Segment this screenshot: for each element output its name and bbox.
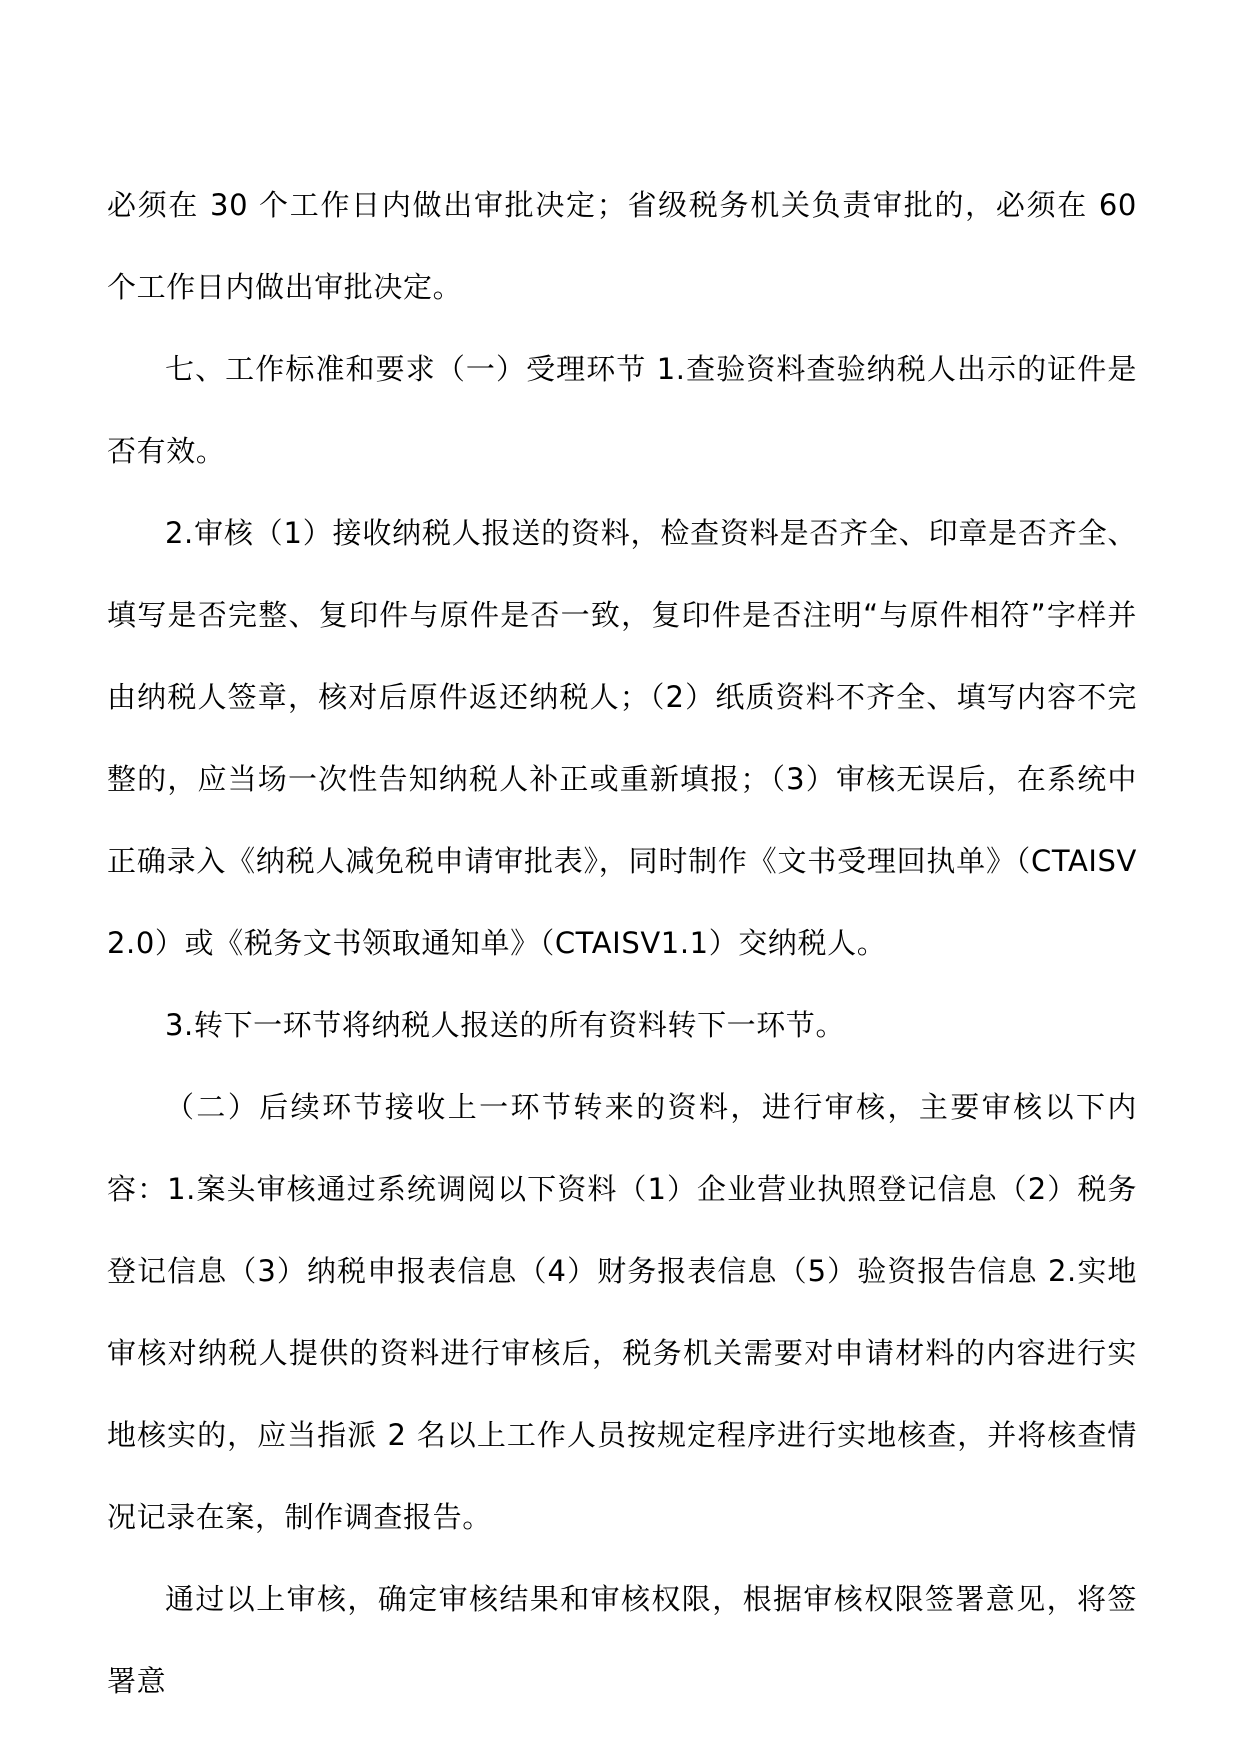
document-body	[107, 164, 1137, 1722]
paragraph-review-result: 通过以上审核，确定审核结果和审核权限，根据审核权限签署意见，将签署意	[107, 1582, 1137, 1698]
paragraph-work-standards: 七、工作标准和要求（一）受理环节 1.查验资料查验纳税人出示的证件是否有效。	[107, 352, 1137, 468]
paragraph-forward-next-step: 3.转下一环节将纳税人报送的所有资料转下一环节。	[165, 1008, 846, 1042]
paragraph-review-steps: 2.审核（1）接收纳税人报送的资料，检查资料是否齐全、印章是否齐全、填写是否完整、复印件与原件是否一致，复印件是否注明“与原件相符”字样并由纳税人签章，核对后原件返还纳税人；（2）纸质资料不齐全、填写内容不完整的，应当场一次性告知纳税人补正或重新填报；（3）审核无误后，在系统中正确录入《纳税人减免税申请审批表》，同时制作《文书受理回执单》（CTAISV2.0）或《税务文书领取通知单》（CTAISV1.1）交纳税人。	[107, 516, 1137, 960]
paragraph-approval-deadline: 必须在 30 个工作日内做出审批决定；省级税务机关负责审批的，必须在 60 个工作日内做出审批决定。	[107, 188, 1137, 304]
paragraph-subsequent-review: （二）后续环节接收上一环节转来的资料，进行审核，主要审核以下内容：1.案头审核通过系统调阅以下资料（1）企业营业执照登记信息（2）税务登记信息（3）纳税申报表信息（4）财务报表信息（5）验资报告信息 2.实地审核对纳税人提供的资料进行审核后，税务机关需要对申请材料的内容进行实地核实的，应当指派 2 名以上工作人员按规定程序进行实地核查，并将核查情况记录在案，制作调查报告。	[107, 1090, 1137, 1534]
